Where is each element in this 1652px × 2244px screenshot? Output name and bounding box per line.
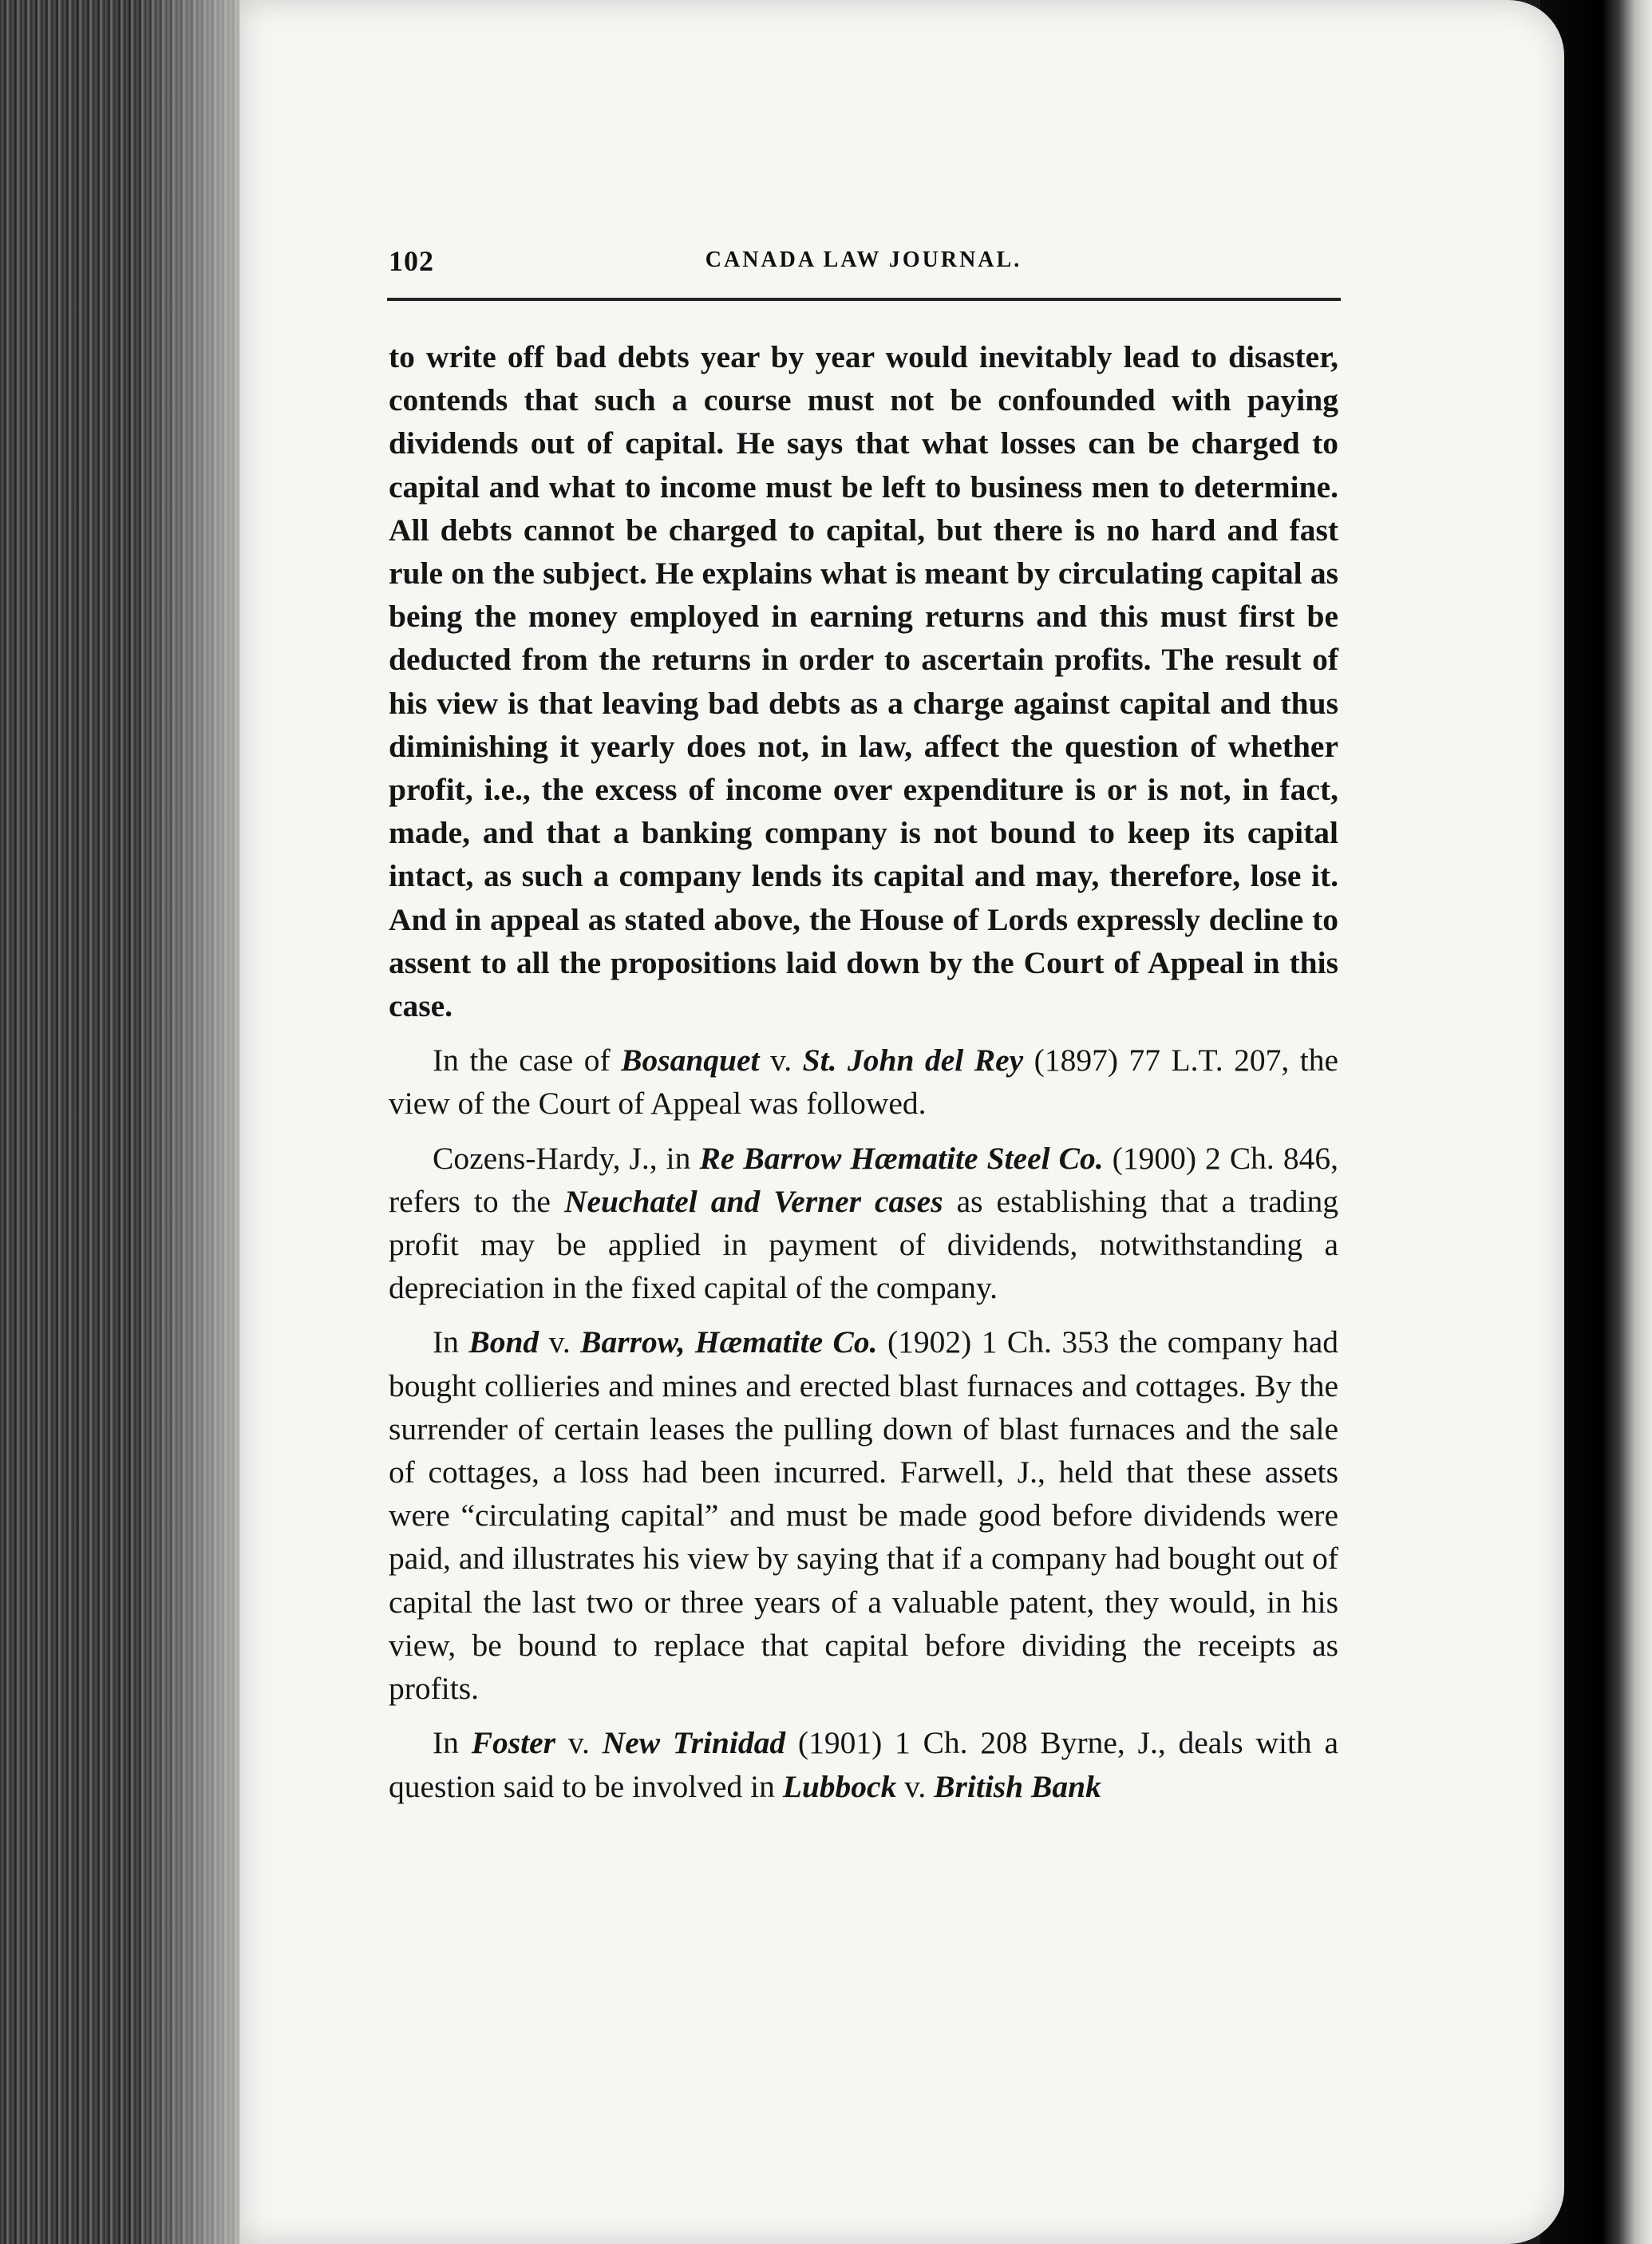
case-name: New Trinidad bbox=[602, 1725, 786, 1761]
text-run: In bbox=[433, 1725, 472, 1761]
case-name: St. John del Rey bbox=[802, 1043, 1024, 1078]
text-run: In bbox=[433, 1324, 469, 1360]
text-run: (1897) 77 L.T. 207, the view of the Court of Appeal was followed. bbox=[389, 1043, 1339, 1122]
page-header bbox=[389, 244, 1338, 284]
text-run: (1901) 1 Ch. 208 Byrne, J., deals with a question said to be involved in bbox=[389, 1725, 1338, 1804]
page-number: 102 bbox=[389, 245, 434, 277]
text-run: as establishing that a trading profit may be applied in payment of dividends, notwithstanding a depreciation in the fixed capital of the company. bbox=[389, 1183, 1338, 1306]
running-title: CANADA LAW JOURNAL. bbox=[705, 247, 1022, 272]
paragraph bbox=[389, 1137, 1338, 1310]
case-name: Lubbock bbox=[782, 1768, 897, 1804]
paragraph bbox=[389, 1039, 1338, 1125]
text-run: (1900) 2 Ch. 846, refers to the bbox=[389, 1140, 1338, 1219]
book-gutter-left bbox=[0, 0, 263, 2244]
text-run: v. bbox=[896, 1768, 935, 1804]
text-run: to write off bad debts year by year would inevitably lead to disaster, contends that such a course must not be confounded with paying dividends out of capital. He says that what losses can be charged to capital and what to income must be left to business men to determine. All debts cannot be charged to capital, but there is no hard and fast rule on the subject. He explains what is meant by circulating capital as being the money employed in earning returns and this must first be deducted from the returns in order to ascertain profits. The result of his view is that leaving bad debts as a charge against capital and thus diminishing it yearly does not, in law, affect the question of whether profit, i.e., the excess of income over expenditure is or is not, in fact, made, and that a banking company is not bound to keep its capital intact, as such a company lends its capital and may, therefore, lose it. And in appeal as stated above, the House of Lords expressly decline to assent to all the propositions laid down by the Court of Appeal in this case. bbox=[389, 339, 1338, 1024]
text-run: (1902) 1 Ch. 353 the company had bought collieries and mines and erected blast furnaces and cottages. By the surrender of certain leases the pulling down of blast furnaces and the sale of cottages, a loss had been incurred. Farwell, J., held that these assets were “circulating capital” and must be made good before dividends were paid, and illustrates his view by saying that if a company had bought out of capital the last two or three years of a valuable patent, they would, in his view, be bound to replace that capital before dividing the receipts as profits. bbox=[389, 1324, 1339, 1707]
text-run: In the case of bbox=[433, 1043, 622, 1078]
paragraph bbox=[389, 335, 1338, 1027]
case-name: Bond bbox=[468, 1324, 539, 1360]
case-name: Re Barrow Hæmatite Steel Co. bbox=[699, 1140, 1104, 1176]
case-name: Foster bbox=[471, 1725, 556, 1761]
case-name: Bosanquet bbox=[621, 1043, 760, 1078]
case-name: Neuchatel and Verner cases bbox=[563, 1183, 943, 1219]
text-run: v. bbox=[555, 1725, 603, 1761]
paragraph bbox=[389, 1320, 1338, 1710]
text-run: v. bbox=[759, 1043, 803, 1078]
case-name: British Bank bbox=[934, 1768, 1101, 1804]
text-run: v. bbox=[539, 1324, 581, 1360]
case-name: Barrow, Hæmatite Co. bbox=[580, 1324, 878, 1360]
paragraph bbox=[389, 1721, 1338, 1807]
body-text bbox=[389, 335, 1338, 1819]
header-rule bbox=[387, 298, 1341, 301]
text-run: Cozens-Hardy, J., in bbox=[433, 1140, 700, 1176]
